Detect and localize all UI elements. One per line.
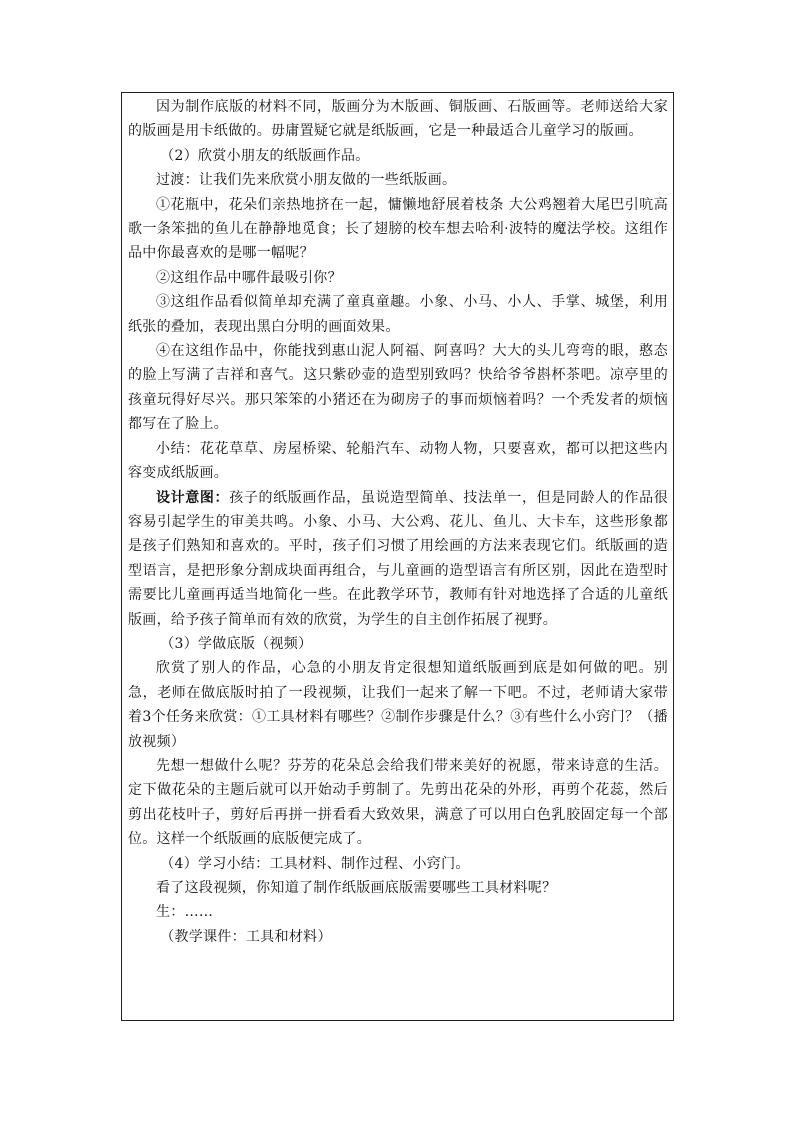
paragraph-video-content: 先想一想做什么呢？芬芳的花朵总会给我们带来美好的祝愿，带来诗意的生活。定下做花朵的主题后就可以开始动手剪制了。先剪出花朵的外形，再剪个花蕊，然后剪出花枝叶子，剪好后再拼一拼看看大致效果，满意了可以用白色乳胶固定每一个部位。这样一个纸版画的底版便完成了。 bbox=[128, 757, 668, 848]
design-intent-label: 设计意图： bbox=[156, 489, 230, 506]
paragraph-transition: 过渡：让我们先来欣赏小朋友做的一些纸版画。 bbox=[156, 172, 457, 189]
paragraph-item-3: ③这组作品看似简单却充满了童真童趣。小象、小马、小人、手掌、城堡，利用纸张的叠加，表现出黑白分明的画面效果。 bbox=[128, 294, 668, 335]
paragraph-courseware-note: （教学课件：工具和材料） bbox=[160, 928, 332, 945]
paragraph-item-4: ④在这组作品中，你能找到惠山泥人阿福、阿喜吗？大大的头儿弯弯的眼，憨态的脸上写满了吉祥和喜气。这只紫砂壶的造型别致吗？快给爷爷斟杯茶吧。凉亭里的孩童玩得好尽兴。那只笨笨的小猪还在为砌房子的事而烦恼着吗？一个秃发者的烦恼都写在了脸上。 bbox=[128, 343, 668, 433]
section-heading-2: （2）欣赏小朋友的纸版画作品。 bbox=[160, 147, 370, 164]
paragraph-student-answer: 生：…… bbox=[156, 904, 214, 921]
paragraph-item-1: ①花瓶中，花朵们亲热地挤在一起，慵懒地舒展着枝条 大公鸡翘着大尾巴引吭高歌一条笨拙的鱼儿在静静地觅食；长了翅膀的校车想去哈利·波特的魔法学校。这组作品中你最喜欢的是哪一幅呢？ bbox=[128, 196, 668, 262]
paragraph-item-2: ②这组作品中哪件最吸引你？ bbox=[156, 269, 342, 286]
lesson-content bbox=[128, 95, 668, 949]
paragraph-summary: 小结：花花草草、房屋桥梁、轮船汽车、动物人物，只要喜欢，都可以把这些内容变成纸版画。 bbox=[128, 440, 668, 482]
section-heading-3: （3）学做底版（视频） bbox=[160, 635, 313, 652]
paragraph-design-intent bbox=[128, 486, 668, 632]
paragraph-video-intro: 欣赏了别人的作品，心急的小朋友肯定很想知道纸版画到底是如何做的吧。别急，老师在做底版时拍了一段视频，让我们一起来了解一下吧。不过，老师请大家带着3个任务来欣赏：①工具材料有哪些？②制作步骤是什么？③有些什么小窍门？（播放视频） bbox=[128, 660, 668, 750]
paragraph-intro: 因为制作底版的材料不同，版画分为木版画、铜版画、石版画等。老师送给大家的版画是用卡纸做的。毋庸置疑它就是纸版画，它是一种最适合儿童学习的版画。 bbox=[128, 99, 668, 140]
section-heading-4: （4）学习小结：工具材料、制作过程、小窍门。 bbox=[160, 855, 470, 872]
design-intent-text: 孩子的纸版画作品，虽说造型简单、技法单一，但是同龄人的作品很容易引起学生的审美共鸣。小象、小马、大公鸡、花儿、鱼儿、大卡车，这些形象都是孩子们熟知和喜欢的。平时，孩子们习惯了用绘画的方法来表现它们。纸版画的造型语言，是把形象分割成块面再组合，与儿童画的造型语言有所区别，因此在造型时需要比儿童画再适当地简化一些。在此教学环节，教师有针对地选择了合适的儿童纸版画，给予孩子简单而有效的欣赏，为学生的自主创作拓展了视野。 bbox=[128, 489, 669, 628]
paragraph-question: 看了这段视频，你知道了制作纸版画底版需要哪些工具材料呢？ bbox=[156, 880, 557, 896]
